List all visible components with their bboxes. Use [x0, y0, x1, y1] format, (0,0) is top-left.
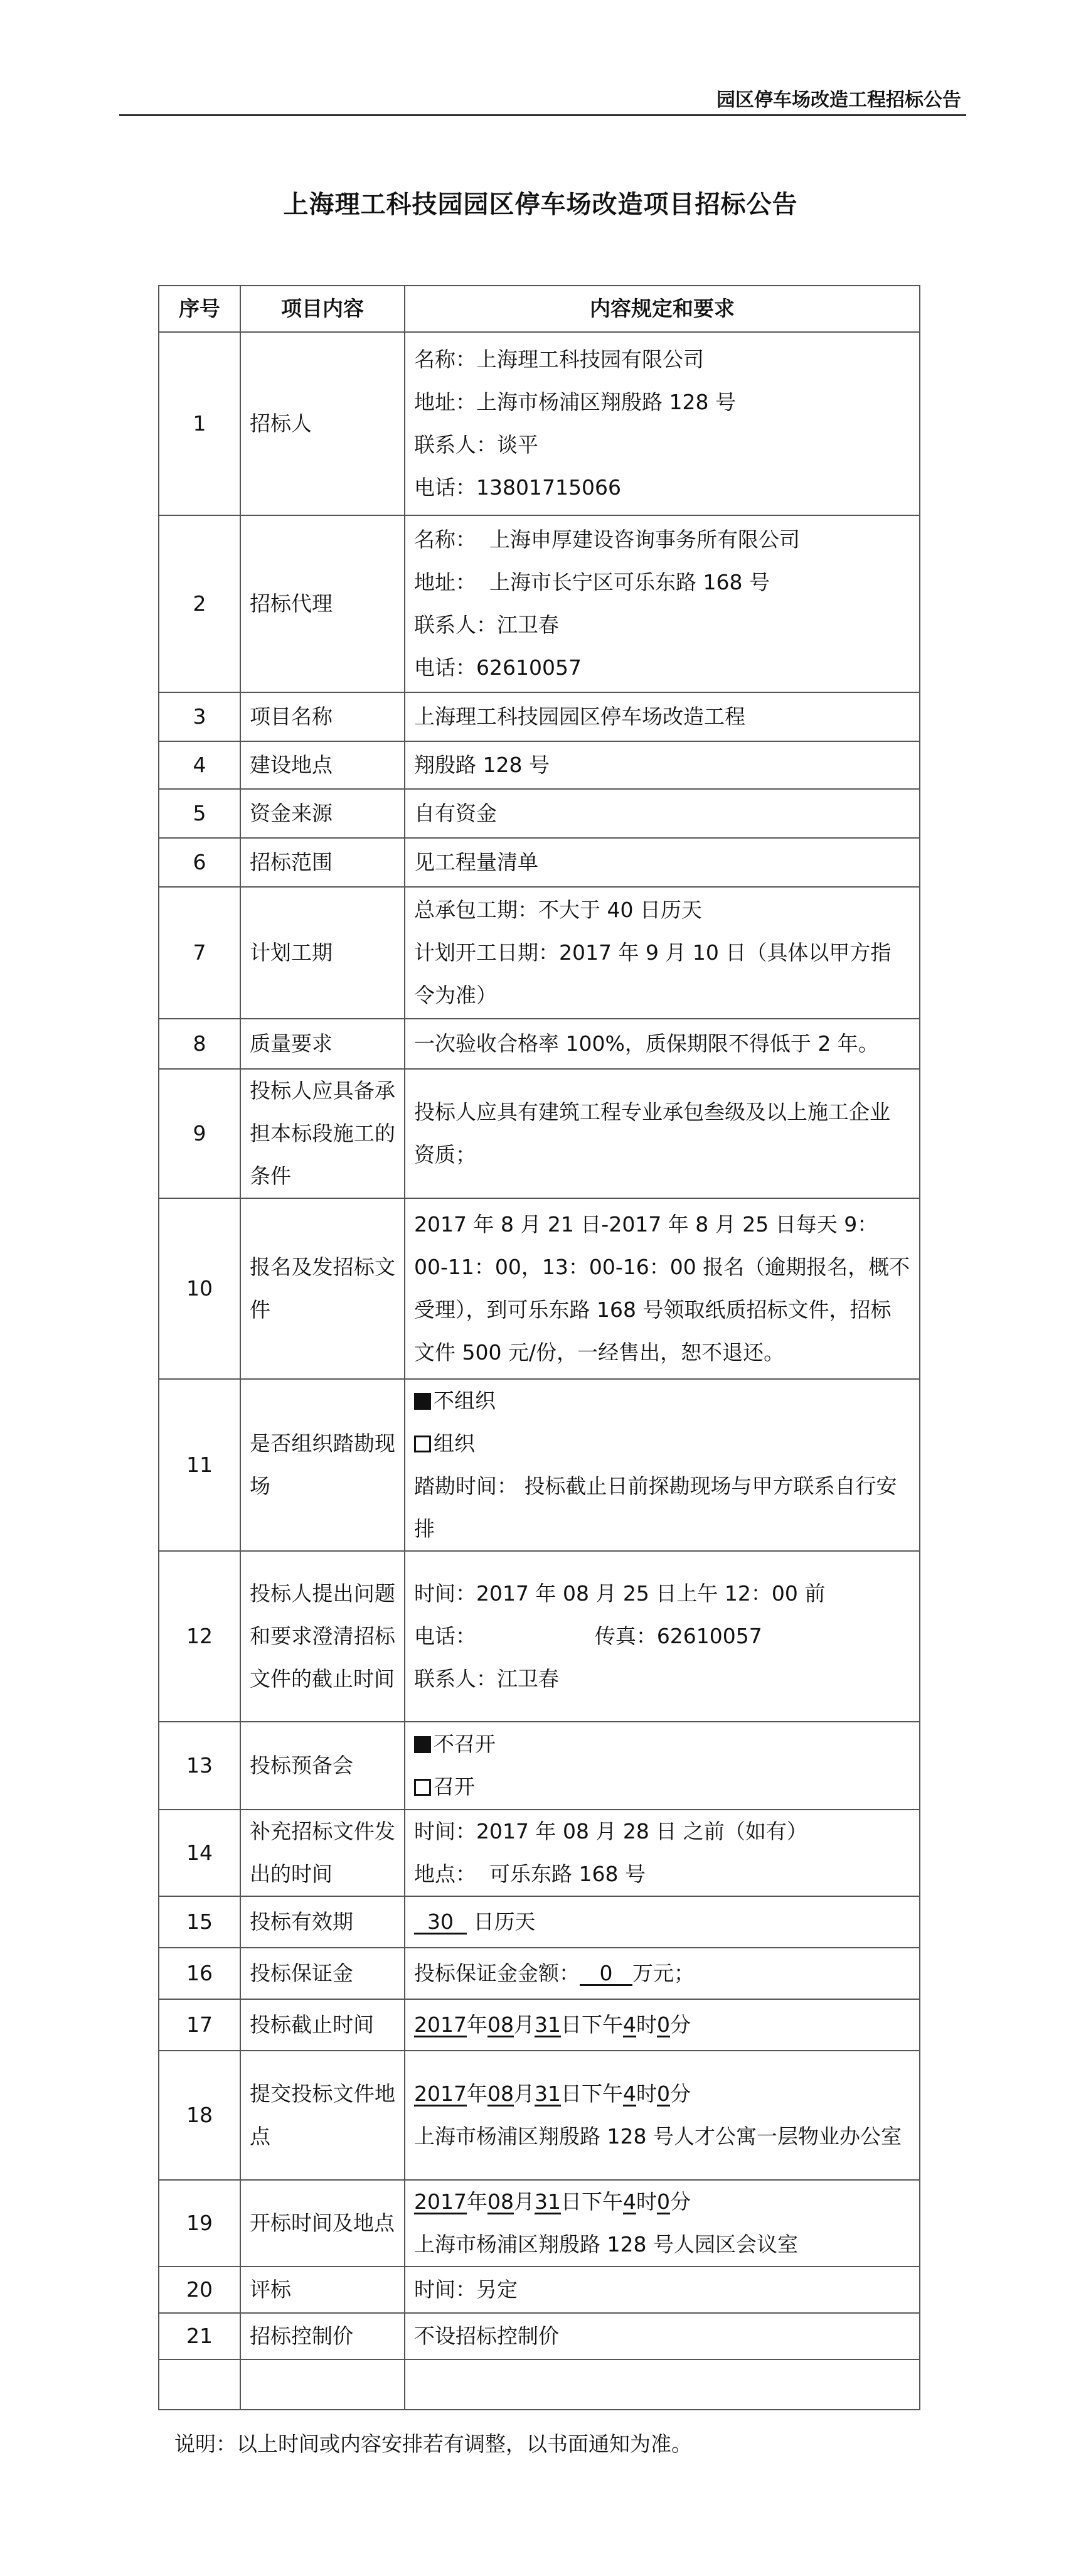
row-item: 建设地点 [240, 741, 405, 789]
row-item: 提交投标文件地点 [240, 2051, 405, 2180]
row-item: 投标预备会 [240, 1722, 405, 1810]
row-number: 15 [159, 1896, 240, 1948]
table-row [159, 692, 920, 741]
table-header-row [159, 286, 920, 332]
table-row [159, 2267, 920, 2313]
row-content [405, 1999, 920, 2051]
row-content: 投标人应具有建筑工程专业承包叁级及以上施工企业资质； [405, 1069, 920, 1198]
validity-days-unit: 日历天 [466, 1909, 536, 1934]
row-number: 19 [159, 2180, 240, 2267]
validity-days-value: 30 [427, 1909, 454, 1934]
row-number: 14 [159, 1810, 240, 1896]
content-line: 电话： 传真：62610057 [414, 1624, 762, 1648]
row-number: 2 [159, 515, 240, 692]
row-number: 8 [159, 1019, 240, 1069]
content-line: 名称：上海理工科技园有限公司 [414, 347, 704, 372]
row-content [405, 1722, 920, 1810]
content-line: 名称： 上海申厚建设咨询事务所有限公司 [414, 527, 800, 552]
table-row [159, 1019, 920, 1069]
row-number: 9 [159, 1069, 240, 1198]
checked-box-icon [414, 1736, 431, 1753]
content-line: 总承包工期：不大于 40 日历天 [414, 898, 702, 922]
row-content: 见工程量清单 [405, 838, 920, 887]
row-item: 资金来源 [240, 789, 405, 838]
table-row [159, 1810, 920, 1896]
checked-box-icon [414, 1393, 431, 1410]
table-row [159, 332, 920, 515]
content-line: 计划开工日期：2017 年 9 月 10 日（具体以甲方指令为准） [414, 940, 892, 1007]
row-content [405, 515, 920, 692]
tender-spec-table [158, 285, 920, 2410]
table-row [159, 887, 920, 1019]
content-line: 上海市杨浦区翔殷路 128 号人才公寓一层物业办公室 [414, 2124, 902, 2149]
table-row [159, 1551, 920, 1722]
table-row [159, 1379, 920, 1551]
row-item: 投标人提出问题和要求澄清招标文件的截止时间 [240, 1551, 405, 1722]
row-content: 2017 年 8 月 21 日-2017 年 8 月 25 日每天 9：00-11：00，13：00-16：00 报名（逾期报名，概不受理），到可乐东路 168 号领取纸质招标文件，招标文件 500 元/份，一经售出，恕不退还。 [405, 1198, 920, 1379]
header-no: 序号 [159, 286, 240, 332]
row-content [405, 1896, 920, 1948]
row-item: 计划工期 [240, 887, 405, 1019]
row-number: 17 [159, 1999, 240, 2051]
content-line: 地址： 上海市长宁区可乐东路 168 号 [414, 570, 770, 594]
row-number: 6 [159, 838, 240, 887]
row-number: 5 [159, 789, 240, 838]
row-number: 21 [159, 2313, 240, 2359]
row-item: 招标人 [240, 332, 405, 515]
row-content [405, 1948, 920, 1999]
row-number: 18 [159, 2051, 240, 2180]
option-organized[interactable] [414, 1422, 910, 1465]
row-item: 补充招标文件发出的时间 [240, 1810, 405, 1896]
row-item: 报名及发招标文件 [240, 1198, 405, 1379]
row-item: 质量要求 [240, 1019, 405, 1069]
deposit-label: 投标保证金金额： [414, 1961, 580, 1985]
option-not-organized[interactable] [414, 1380, 910, 1422]
row-item: 投标截止时间 [240, 1999, 405, 2051]
deposit-unit: 万元； [632, 1961, 695, 1985]
option-label: 召开 [434, 1774, 475, 1799]
row-item: 是否组织踏勘现场 [240, 1379, 405, 1551]
row-content [405, 1379, 920, 1551]
row-number: 10 [159, 1198, 240, 1379]
row-number: 11 [159, 1379, 240, 1551]
row-number: 4 [159, 741, 240, 789]
content-line: 地址：上海市杨浦区翔殷路 128 号 [414, 390, 736, 414]
content-line: 联系人：江卫春 [414, 613, 559, 637]
row-content [405, 2180, 920, 2267]
table-row [159, 838, 920, 887]
row-content [405, 332, 920, 515]
table-row [159, 1198, 920, 1379]
row-item: 投标有效期 [240, 1896, 405, 1948]
row-content: 自有资金 [405, 789, 920, 838]
row-number: 13 [159, 1722, 240, 1810]
row-number: 20 [159, 2267, 240, 2313]
row-item: 招标控制价 [240, 2313, 405, 2359]
row-number: 16 [159, 1948, 240, 1999]
content-line: 电话：13801715066 [414, 475, 621, 500]
table-row [159, 789, 920, 838]
document-title: 上海理工科技园园区停车场改造项目招标公告 [283, 190, 798, 219]
row-item: 招标代理 [240, 515, 405, 692]
table-row [159, 2313, 920, 2359]
row-content: 一次验收合格率 100%，质保期限不得低于 2 年。 [405, 1019, 920, 1069]
table-row [159, 1896, 920, 1948]
row-content: 时间：另定 [405, 2267, 920, 2313]
option-label: 不召开 [434, 1732, 496, 1756]
row-content [405, 1551, 920, 1722]
table-row [159, 1722, 920, 1810]
footnote: 说明：以上时间或内容安排若有调整，以书面通知为准。 [174, 2432, 692, 2456]
option-held[interactable] [414, 1766, 910, 1808]
row-item: 项目名称 [240, 692, 405, 741]
row-item: 投标人应具备承担本标段施工的条件 [240, 1069, 405, 1198]
content-line: 地点： 可乐东路 168 号 [414, 1862, 646, 1886]
row-number: 3 [159, 692, 240, 741]
deadline-datetime: 2017年08月31日下午4时0分 [414, 2012, 691, 2037]
content-line: 时间：2017 年 08 月 25 日上午 12：00 前 [414, 1581, 826, 1606]
unchecked-box-icon [414, 1779, 431, 1796]
table-row [159, 2051, 920, 2180]
row-content [405, 1810, 920, 1896]
row-item: 开标时间及地点 [240, 2180, 405, 2267]
empty-cell [240, 2359, 405, 2410]
row-content: 翔殷路 128 号 [405, 741, 920, 789]
row-number: 1 [159, 332, 240, 515]
empty-cell [159, 2359, 240, 2410]
header-item: 项目内容 [240, 286, 405, 332]
table-row [159, 1999, 920, 2051]
content-line: 上海市杨浦区翔殷路 128 号人园区会议室 [414, 2232, 798, 2257]
opening-datetime: 2017年08月31日下午4时0分 [414, 2189, 691, 2214]
row-content: 不设招标控制价 [405, 2313, 920, 2359]
deposit-value: 0 [599, 1961, 613, 1985]
header-title: 园区停车场改造工程招标公告 [716, 89, 961, 111]
content-line: 踏勘时间： 投标截止日前探勘现场与甲方联系自行安排 [414, 1474, 897, 1541]
unchecked-box-icon [414, 1436, 431, 1452]
submission-datetime: 2017年08月31日下午4时0分 [414, 2081, 691, 2106]
table-row [159, 515, 920, 692]
table-row [159, 741, 920, 789]
page-header [119, 75, 966, 116]
option-not-held[interactable] [414, 1723, 910, 1766]
content-line: 电话：62610057 [414, 655, 582, 680]
row-content [405, 2051, 920, 2180]
row-number: 7 [159, 887, 240, 1019]
content-line: 时间：2017 年 08 月 28 日 之前（如有） [414, 1819, 807, 1843]
header-requirements: 内容规定和要求 [405, 286, 920, 332]
row-item: 招标范围 [240, 838, 405, 887]
table-row [159, 1069, 920, 1198]
empty-cell [405, 2359, 920, 2410]
empty-table-row [159, 2359, 920, 2410]
row-content: 上海理工科技园园区停车场改造工程 [405, 692, 920, 741]
option-label: 不组织 [434, 1388, 496, 1413]
content-line: 联系人：江卫春 [414, 1666, 559, 1691]
row-number: 12 [159, 1551, 240, 1722]
table-row [159, 2180, 920, 2267]
row-content [405, 887, 920, 1019]
row-item: 投标保证金 [240, 1948, 405, 1999]
option-label: 组织 [434, 1431, 475, 1456]
row-item: 评标 [240, 2267, 405, 2313]
content-line: 联系人：谈平 [414, 432, 538, 457]
table-row [159, 1948, 920, 1999]
